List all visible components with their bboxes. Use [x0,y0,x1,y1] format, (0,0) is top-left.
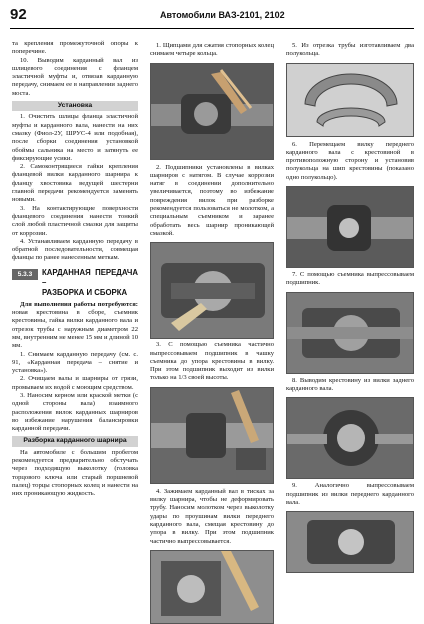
page-header [10,6,414,26]
photo-1 [150,63,274,160]
column-2 [150,40,274,624]
section-title [42,268,138,298]
caption-6: 6. Перемещаем вилку переднего карданного вала с крестовиной в противоположную сторону и установив полукольца на шип крестовины (показано одно полукольцо). [286,140,414,181]
disassembly-heading: Разборка карданного шарнира [12,436,138,446]
caption-1: 1. Щипцами для сжатия стопорных колец снимаем четыре кольца. [150,42,274,58]
column-3 [286,40,414,573]
photo-4 [150,387,274,484]
para-install-4: 4. Устанавливаем карданную передачу в обратной последовательности, совмещая фланцы по ранее нанесенным меткам. [12,237,138,262]
para-intro: та крепления промежуточной опоры к поперечине. [12,40,138,56]
para-step1: 1. Снимаем карданную передачу (см. с. 91, «Карданная передача – снятие и установка»). [12,350,138,375]
caption-2: 2. Подшипники установлены в вилках шарниров с натягом. В случае коррозии натяг в соединении дополнительно увеличивается, поэтому во избежание повреждения вилок при разборке рекомендуется пользоваться не молотком, а специальным съемником и заранее обработать весь шарнир проникающей смазкой. [150,163,274,237]
para-final: На автомобиле с большим пробегом рекомендуется предварительно обстучать через подходящую выколотку (головка торцового ключа или старый поршневой палец) торцы стопорных колец и нанести на них проникающую жидкость. [12,448,138,498]
photo-10 [286,511,414,573]
photo-5 [286,63,414,137]
photo-7 [286,292,414,374]
section-heading [12,267,138,297]
para-install-3: 3. На контактирующие поверхности фланцевого соединения нанести тонкий слой любой пластичной смазки для защиты от коррозии. [12,204,138,237]
para-step2: 2. Очищаем валы и шарниры от грязи, промываем их водой с моющим средством. [12,375,138,391]
section-title-line-1: КАРДАННАЯ ПЕРЕДАЧА – [42,267,138,287]
page-number: 92 [10,6,27,23]
caption-3: 3. С помощью съемника частично выпрессовываем подшипник в чашку съемника до упора крестовины в вилку. При этом подшипник выходит из вилки только на 1/3 своей высоты. [150,341,274,382]
photo-8 [286,397,414,479]
para-step3: 3. Наносим керном или краской метки (с одной стороны вала) взаимного расположения вилок карданных шарниров во избежание нарушения балансировки карданной передачи. [12,391,138,433]
column-1 [12,40,138,499]
caption-4: 4. Зажимаем карданный вал в тисках за вилку шарнира, чтобы не деформировать трубу. Наносим молотком через выколотку удары по проушинам вилки переднего карданного вала, смещая крестовину до упора в вилку. При этом подшипник частично выпрессовывается. [150,487,274,545]
para-requirements [12,301,138,351]
photo-6 [286,186,414,268]
para-install-1: 1. Очистить шлицы фланца эластичной муфты и карданного вала, нанести на них смазку (Фиол-2У, ШРУС-4 или подобная), после сборки соединения установкой обоймы сальника на место и затянуть ее фиксирующие усики. [12,113,138,162]
header-rule [10,28,414,29]
caption-9: 9. Аналогично выпрессовываем подшипник из вилки переднего карданного вала. [286,482,414,506]
requirements-text: новая крестовина в сборе, съемник крестовины, гайка вилки карданного вала и отрезок трубы с наружным диаметром 22 мм, внутренним не менее 15 мм и длиной 10 мм. [12,309,138,350]
para-install-2: 2. Самоконтрящиеся гайки крепления фланцевой вилки карданного шарнира к фланцу хвостовика ведущей шестерни главной передачи рекомендуется заменять новыми. [12,163,138,204]
photo-3 [150,242,274,339]
photo-9 [150,550,274,624]
para-step10: 10. Выводим карданный вал из шлицевого соединения с фланцем эластичной муфты и, отвязав карданную передачу, снимаем ее в направлении заднего моста. [12,56,138,97]
section-number: 5.3.3 [12,269,38,280]
book-title: Автомобили ВАЗ-2101, 2102 [160,10,285,20]
requirements-label: Для выполнения работы потребуются: [20,300,138,308]
caption-8: 8. Выводим крестовину из вилки заднего карданного вала. [286,376,414,392]
section-title-line-2: РАЗБОРКА И СБОРКА [42,287,128,297]
install-heading: Установка [12,101,138,111]
caption-5: 5. Из отрезка трубы изготавливаем два полукольца. [286,42,414,58]
caption-7: 7. С помощью съемника выпрессовываем подшипник. [286,271,414,287]
